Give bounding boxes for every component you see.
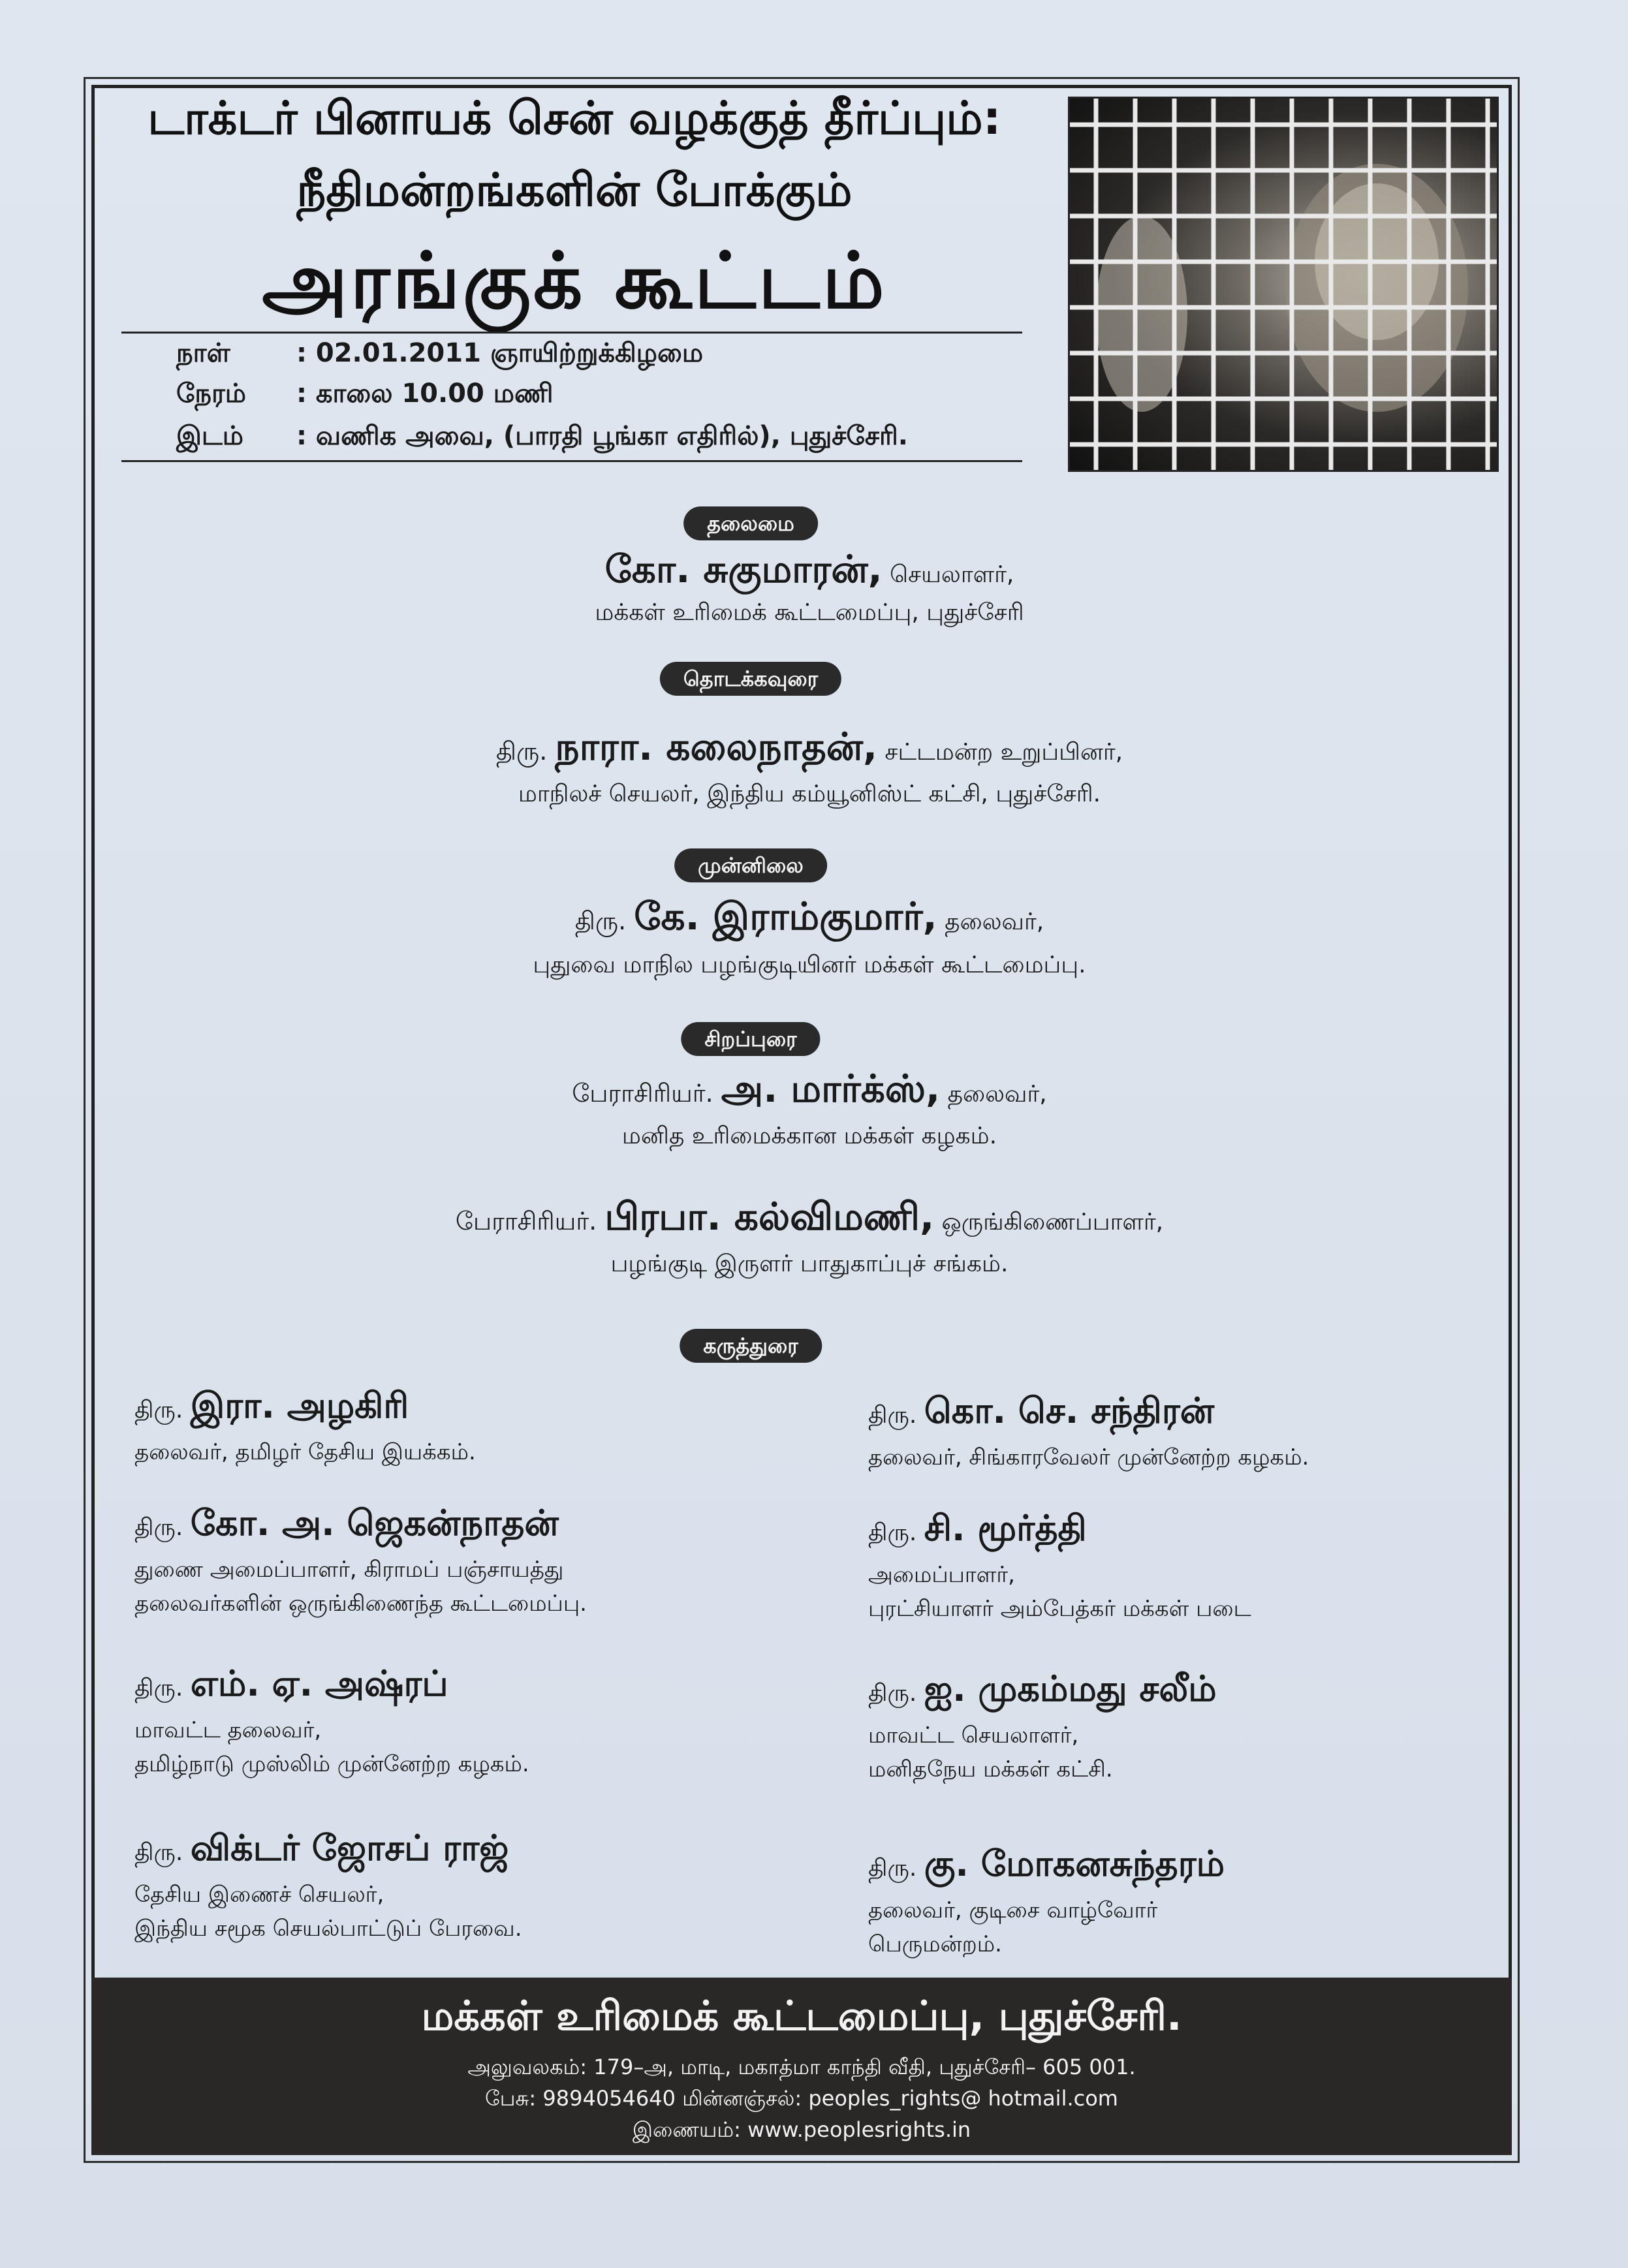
- opening-role: சட்டமன்ற உறுப்பினர்,: [877, 739, 1123, 766]
- special-2-name: பிரபா. கல்விமணி,: [604, 1194, 935, 1239]
- chair-role: செயலாளர்,: [882, 561, 1014, 588]
- footer-contact: பேசு: 9894054640 மின்னஞ்சல்: peoples_rights@ hotmail.com: [485, 2086, 1118, 2111]
- speaker-left-1-desc1: தலைவர், தமிழர் தேசிய இயக்கம்.: [134, 1439, 476, 1465]
- speaker-right-1-name-line: [868, 1390, 1309, 1437]
- info-divider-bottom: [121, 460, 1022, 462]
- section-presence-label: முன்னிலை: [674, 848, 827, 882]
- speaker-right-1-desc1: தலைவர், சிங்காரவேலர் முன்னேற்ற கழகம்.: [868, 1444, 1309, 1470]
- speaker-left-3: [134, 1663, 529, 1781]
- presence-name-line: [124, 894, 1495, 944]
- speaker-left-1-honor: திரு.: [134, 1397, 191, 1423]
- speaker-left-4-name-line: [134, 1827, 522, 1874]
- jail-bars-photo: [1068, 97, 1499, 472]
- speaker-left-1-name-line: [134, 1385, 476, 1431]
- speaker-right-1-name: கொ. செ. சந்திரன்: [924, 1390, 1215, 1431]
- speaker-left-2: [134, 1502, 587, 1621]
- speaker-left-3-desc2: தமிழ்நாடு முஸ்லிம் முன்னேற்ற கழகம்.: [134, 1751, 529, 1777]
- time-value: : காலை 10.00 மணி: [296, 379, 554, 409]
- speaker-right-2-honor: திரு.: [868, 1519, 924, 1546]
- speaker-left-2-name: கோ. அ. ஜெகன்நாதன்: [190, 1502, 559, 1544]
- speaker-right-4: [868, 1843, 1225, 1961]
- special-1-name-line: [124, 1066, 1495, 1116]
- speaker-left-4-honor: திரு.: [134, 1839, 191, 1866]
- info-date: [176, 338, 703, 371]
- speaker-left-2-desc2: தலைவர்களின் ஒருங்கிணைந்த கூட்டமைப்பு.: [134, 1591, 587, 1617]
- special-2-name-line: [124, 1194, 1495, 1244]
- special-2-honor: பேராசிரியர்.: [455, 1207, 605, 1235]
- footer-org: மக்கள் உரிமைக் கூட்டமைப்பு, புதுச்சேரி.: [421, 1992, 1182, 2040]
- special-1-honor: பேராசிரியர்.: [572, 1079, 721, 1108]
- speaker-left-3-name: எம். ஏ. அஷ்ரப்: [190, 1663, 448, 1704]
- speaker-right-4-honor: திரு.: [868, 1855, 924, 1882]
- speaker-left-1: [134, 1385, 476, 1469]
- speaker-right-3: [868, 1668, 1217, 1786]
- info-place: [176, 421, 908, 454]
- presence-role: தலைவர்,: [937, 909, 1044, 935]
- speaker-right-3-name-line: [868, 1668, 1217, 1715]
- chair-name: கோ. சுகுமாரன்,: [604, 547, 883, 591]
- speaker-left-3-name-line: [134, 1663, 529, 1709]
- jail-bars-graphic: [1070, 99, 1499, 472]
- speaker-left-2-desc1: துணை அமைப்பாளர், கிராமப் பஞ்சாயத்து: [134, 1557, 564, 1583]
- special-2-org: பழங்குடி இருளர் பாதுகாப்புச் சங்கம்.: [610, 1251, 1009, 1277]
- presence-honor: திரு.: [574, 907, 634, 935]
- speaker-right-4-desc2: பெருமன்றம்.: [868, 1931, 1002, 1957]
- opening-name-line: [124, 724, 1495, 774]
- speaker-left-1-name: இரா. அழகிரி: [190, 1385, 409, 1426]
- speaker-left-4-desc2: இந்திய சமூக செயல்பாட்டுப் பேரவை.: [134, 1916, 522, 1942]
- special-1-org: மனித உரிமைக்கான மக்கள் கழகம்.: [621, 1123, 997, 1149]
- section-views-label: கருத்துரை: [680, 1329, 822, 1363]
- info-time: [176, 379, 553, 412]
- presence-org: புதுவை மாநில பழங்குடியினர் மக்கள் கூட்டமைப்பு.: [533, 952, 1086, 978]
- special-2-role: ஒருங்கிணைப்பாளர்,: [934, 1209, 1164, 1235]
- speaker-right-4-desc1: தலைவர், குடிசை வாழ்வோர்: [868, 1897, 1158, 1923]
- footer-website: இணையம்: www.peoplesrights.in: [632, 2117, 971, 2142]
- speaker-left-4-name: விக்டர் ஜோசப் ராஜ்: [190, 1827, 509, 1869]
- speaker-left-4: [134, 1827, 522, 1946]
- speaker-left-4-desc1: தேசிய இணைச் செயலர்,: [134, 1882, 384, 1908]
- speaker-right-4-name: கு. மோகனசுந்தரம்: [924, 1843, 1225, 1884]
- footer-address: அலுவலகம்: 179–அ, மாடி, மகாத்மா காந்தி வீதி, புதுச்சேரி– 605 001.: [467, 2055, 1136, 2079]
- speaker-right-1-honor: திரு.: [868, 1402, 924, 1429]
- speaker-left-2-name-line: [134, 1502, 587, 1549]
- speaker-right-3-desc1: மாவட்ட செயலாளர்,: [868, 1722, 1079, 1748]
- special-1-role: தலைவர்,: [940, 1081, 1047, 1108]
- speaker-left-3-desc1: மாவட்ட தலைவர்,: [134, 1717, 322, 1743]
- speaker-right-3-name: ஐ. முகம்மது சலீம்: [924, 1668, 1217, 1709]
- speaker-right-3-desc2: மனிதநேய மக்கள் கட்சி.: [868, 1756, 1113, 1782]
- opening-honor: திரு.: [495, 737, 556, 766]
- opening-org: மாநிலச் செயலர், இந்திய கம்யூனிஸ்ட் கட்சி, புதுச்சேரி.: [518, 781, 1101, 807]
- speaker-right-2-name: சி. மூர்த்தி: [924, 1508, 1087, 1549]
- place-value: : வணிக அவை, (பாரதி பூங்கா எதிரில்), புதுச்சேரி.: [296, 421, 908, 451]
- speaker-right-2-name-line: [868, 1508, 1251, 1554]
- speaker-right-2-desc1: அமைப்பாளர்,: [868, 1562, 1015, 1588]
- opening-name: நாரா. கலைநாதன்,: [555, 724, 878, 769]
- date-value: : 02.01.2011 ஞாயிற்றுக்கிழமை: [296, 338, 704, 368]
- footer-banner: [91, 1978, 1512, 2155]
- date-label: நாள்: [176, 338, 230, 368]
- chair-name-line: [124, 547, 1495, 597]
- chair-org: மக்கள் உரிமைக் கூட்டமைப்பு, புதுச்சேரி: [595, 599, 1024, 626]
- section-special-label: சிறப்புரை: [681, 1022, 820, 1056]
- section-chair-label: தலைமை: [683, 506, 818, 540]
- time-label: நேரம்: [176, 379, 246, 409]
- info-divider-top: [121, 332, 1022, 334]
- presence-name: கே. இராம்குமார்,: [634, 894, 937, 939]
- poster-title-line1: டாக்டர் பினாயக் சென் வழக்குத் தீர்ப்பும்:: [148, 91, 1001, 145]
- speaker-right-2-desc2: புரட்சியாளர் அம்பேத்கர் மக்கள் படை: [868, 1596, 1251, 1622]
- speaker-right-4-name-line: [868, 1843, 1225, 1889]
- poster-title-main: அரங்குக் கூட்டம்: [262, 235, 887, 326]
- speaker-right-2: [868, 1508, 1251, 1626]
- speaker-left-3-honor: திரு.: [134, 1675, 191, 1701]
- speaker-right-3-honor: திரு.: [868, 1680, 924, 1707]
- poster-title-line2: நீதிமன்றங்களின் போக்கும்: [296, 163, 853, 217]
- section-opening-label: தொடக்கவுரை: [660, 662, 841, 696]
- special-1-name: அ. மார்க்ஸ்,: [721, 1066, 941, 1111]
- speaker-left-2-honor: திரு.: [134, 1514, 191, 1541]
- place-label: இடம்: [176, 421, 243, 451]
- speaker-right-1: [868, 1390, 1309, 1474]
